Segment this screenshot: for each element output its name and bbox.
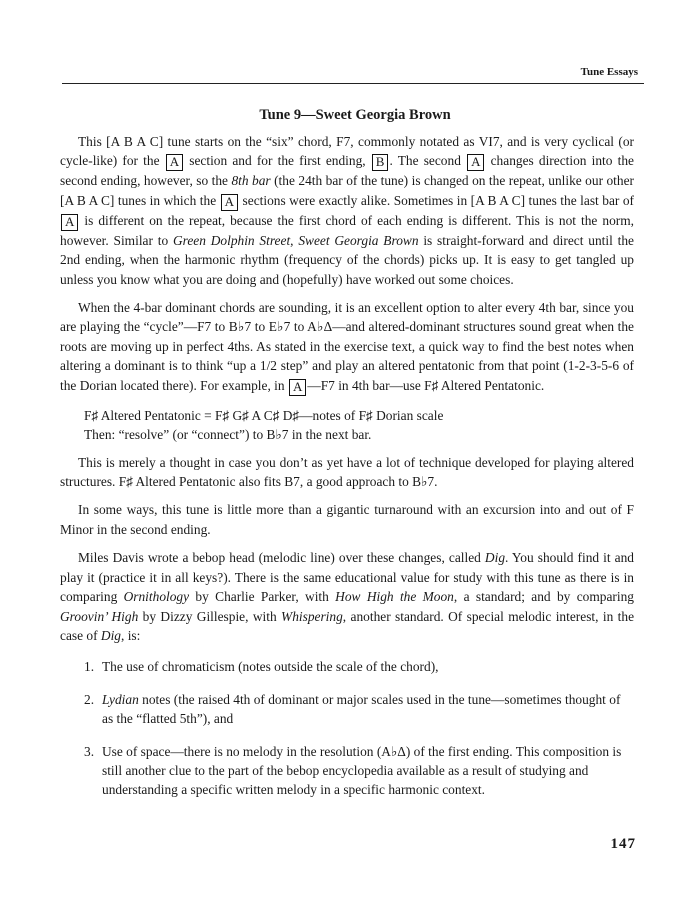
text-span: Miles Davis wrote a bebop head (melodic line) over these changes, called	[78, 550, 485, 566]
list-number: 2.	[84, 692, 95, 708]
example-line-1: F♯ Altered Pentatonic = F♯ G♯ A C♯ D♯—notes of F♯ Dorian scale	[84, 407, 444, 423]
text-span: ,	[290, 232, 299, 248]
essay-body	[60, 132, 634, 813]
example-line-2: Then: “resolve” (or “connect”) to B♭7 in the next bar.	[84, 426, 372, 442]
page-title: Tune 9—Sweet Georgia Brown	[259, 107, 451, 123]
paragraph-5	[60, 548, 634, 645]
text-span: . The second	[389, 153, 467, 169]
list-text: notes (the raised 4th of dominant or major scales used in the tune—sometimes thought of as the “flatted 5th”), and	[102, 692, 621, 727]
text-span: sections were exactly alike. Sometimes in [A B A C] tunes the last bar of	[239, 192, 634, 208]
page-number: 147	[610, 836, 636, 852]
italic-text: Ornithology	[123, 589, 190, 605]
text-span: —F7 in 4th bar—use F♯ Altered Pentatonic.	[307, 377, 545, 393]
paragraph-4: In some ways, this tune is little more than a gigantic turnaround with an excursion into and out of F Minor in the second ending.	[60, 502, 634, 537]
text-span: (the 24th bar of the tune) is changed on the repeat, unlike our other [A B A C] tunes in which the	[60, 173, 635, 208]
text-span: changes direction into the second ending, however, so the	[60, 153, 634, 189]
text-span: by Dizzy Gillespie, with	[138, 608, 282, 624]
list-item	[84, 657, 634, 676]
list-number: 3.	[84, 744, 95, 760]
header-rule	[62, 83, 644, 84]
italic-text: Green Dolphin Street	[172, 232, 291, 248]
italic-text: Whispering	[281, 608, 343, 624]
list-item	[84, 742, 634, 799]
italic-text: 8th bar	[231, 173, 271, 189]
text-span: section and for the first ending,	[184, 153, 371, 169]
text-span: by Charlie Parker, with	[189, 589, 336, 605]
italic-text: Dig	[484, 550, 506, 566]
text-span: , a standard; and by comparing	[453, 589, 634, 605]
italic-text: Lydian	[102, 692, 139, 708]
list-text: The use of chromaticism (notes outside the scale of the chord),	[102, 659, 439, 675]
text-span: is different on the repeat, because the first chord of each ending is different. This is not the norm, however. Similar to	[60, 212, 634, 248]
paragraph-1	[60, 132, 634, 289]
pentatonic-example	[84, 406, 634, 444]
italic-text: Dig	[100, 627, 121, 643]
italic-text: Groovin’ High	[60, 608, 139, 624]
section-box: A	[166, 154, 183, 171]
running-head: Tune Essays	[580, 66, 638, 78]
text-span: , is:	[121, 627, 141, 643]
paragraph-3: This is merely a thought in case you don’t as yet have a lot of technique developed for playing altered structures. F♯ Altered Pentatonic also fits B7, a good approach to B♭7.	[60, 454, 634, 490]
section-box: A	[467, 154, 484, 171]
text-span: This [A B A C] tune starts on the “six” chord, F7, commonly notated as VI7, and is very cyclical (or cycle-like) for the	[60, 134, 634, 169]
section-box: B	[372, 154, 389, 171]
section-box: A	[221, 194, 238, 211]
list-number: 1.	[84, 659, 95, 675]
text-span: is straight-forward and direct until the 2nd ending, when the harmonic rhythm (frequency of the chords) picks up. It is easy to get tangled up unless you know what you are doing and (hopefully) have worked out some choices.	[60, 232, 634, 287]
numbered-list	[60, 657, 634, 799]
italic-text: Sweet Georgia Brown	[298, 232, 419, 248]
text-span: When the 4-bar dominant chords are sounding, it is an excellent option to alter every 4th bar, since you are playing the “cycle”—F7 to B♭7 to E♭7 to A♭Δ—and altered-dominant structures sound great when the roots are moving up in perfect 4ths. As stated in the exercise text, a quick way to find the best notes when altering a dominant is to think “up a 1/2 step” and play an altered pentatonic from that point (1-2-3-5-6 of the Dorian located there). For example, in	[60, 300, 634, 393]
paragraph-2	[60, 298, 634, 396]
list-text: Use of space—there is no melody in the resolution (A♭Δ) of the first ending. This composition is still another clue to the part of the bebop encyclopedia available as a result of studying and understanding a specific written melody in a specific harmonic context.	[102, 744, 622, 798]
section-box: A	[289, 379, 306, 396]
italic-text: How High the Moon	[335, 589, 454, 605]
section-box: A	[61, 214, 78, 231]
list-item	[84, 690, 634, 728]
text-span: . You should find it and play it (practice it in all keys?). There is the same educational value for study with this tune as there is in comparing	[60, 550, 634, 605]
text-span: , another standard. Of special melodic interest, in the case of	[60, 608, 635, 643]
